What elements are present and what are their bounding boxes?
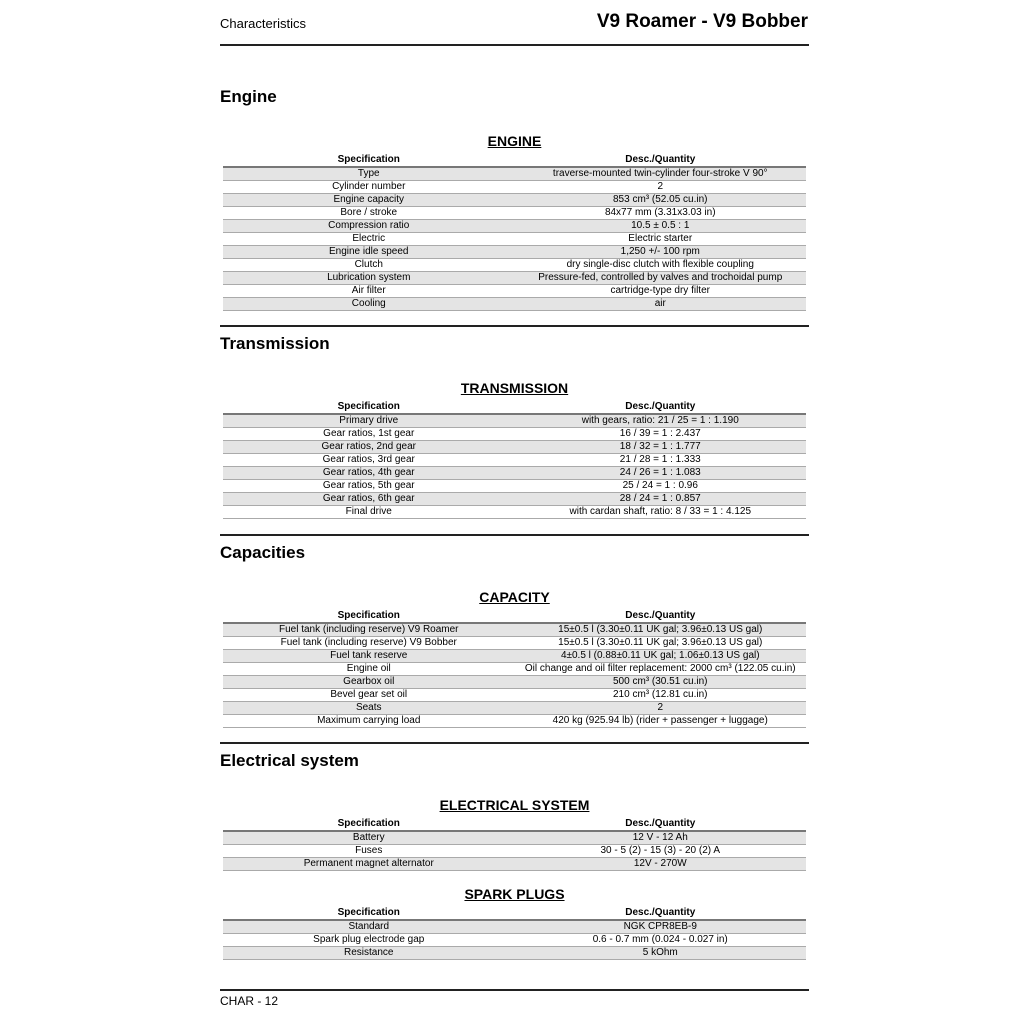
value-cell: 12 V - 12 Ah xyxy=(515,831,807,845)
table-row xyxy=(223,467,806,480)
value-cell: 10.5 ± 0.5 : 1 xyxy=(515,220,807,233)
table-row xyxy=(223,181,806,194)
header-rule xyxy=(220,44,809,46)
column-header-quantity: Desc./Quantity xyxy=(515,610,807,623)
value-cell: with cardan shaft, ratio: 8 / 33 = 1 : 4.125 xyxy=(515,506,807,519)
column-header-specification: Specification xyxy=(223,907,515,920)
capacity-table xyxy=(223,610,806,728)
value-cell: 30 - 5 (2) - 15 (3) - 20 (2) A xyxy=(515,845,807,858)
table-row xyxy=(223,845,806,858)
value-cell: 24 / 26 = 1 : 1.083 xyxy=(515,467,807,480)
spec-cell: Cylinder number xyxy=(223,181,515,194)
table-row xyxy=(223,167,806,181)
spec-cell: Gear ratios, 6th gear xyxy=(223,493,515,506)
column-header-specification: Specification xyxy=(223,818,515,831)
spark-plugs-table xyxy=(223,907,806,960)
spec-cell: Type xyxy=(223,167,515,181)
value-cell: 18 / 32 = 1 : 1.777 xyxy=(515,441,807,454)
table-row xyxy=(223,272,806,285)
column-header-specification: Specification xyxy=(223,401,515,414)
value-cell: 15±0.5 l (3.30±0.11 UK gal; 3.96±0.13 US gal) xyxy=(515,623,807,637)
electrical-table xyxy=(223,818,806,871)
table-row xyxy=(223,702,806,715)
spec-cell: Electric xyxy=(223,233,515,246)
table-row xyxy=(223,663,806,676)
spec-cell: Fuel tank (including reserve) V9 Roamer xyxy=(223,623,515,637)
table-row xyxy=(223,858,806,871)
value-cell: 16 / 39 = 1 : 2.437 xyxy=(515,428,807,441)
table-row xyxy=(223,493,806,506)
value-cell: 853 cm³ (52.05 cu.in) xyxy=(515,194,807,207)
value-cell: with gears, ratio: 21 / 25 = 1 : 1.190 xyxy=(515,414,807,428)
value-cell: 21 / 28 = 1 : 1.333 xyxy=(515,454,807,467)
spec-cell: Spark plug electrode gap xyxy=(223,934,515,947)
value-cell: 0.6 - 0.7 mm (0.024 - 0.027 in) xyxy=(515,934,807,947)
table-row xyxy=(223,920,806,934)
table-title-engine: ENGINE xyxy=(487,133,542,149)
value-cell: 210 cm³ (12.81 cu.in) xyxy=(515,689,807,702)
value-cell: 84x77 mm (3.31x3.03 in) xyxy=(515,207,807,220)
value-cell: 25 / 24 = 1 : 0.96 xyxy=(515,480,807,493)
spec-cell: Gear ratios, 2nd gear xyxy=(223,441,515,454)
value-cell: 1,250 +/- 100 rpm xyxy=(515,246,807,259)
table-row xyxy=(223,428,806,441)
spec-cell: Gear ratios, 5th gear xyxy=(223,480,515,493)
value-cell: dry single-disc clutch with flexible coupling xyxy=(515,259,807,272)
value-cell: 2 xyxy=(515,181,807,194)
table-row xyxy=(223,650,806,663)
spec-cell: Seats xyxy=(223,702,515,715)
section-rule xyxy=(220,325,809,327)
column-header-quantity: Desc./Quantity xyxy=(515,907,807,920)
spec-cell: Bore / stroke xyxy=(223,207,515,220)
section-title-engine: Engine xyxy=(220,87,277,106)
value-cell: traverse-mounted twin-cylinder four-stroke V 90° xyxy=(515,167,807,181)
value-cell: 28 / 24 = 1 : 0.857 xyxy=(515,493,807,506)
table-header-row xyxy=(223,907,806,920)
table-title-electrical: ELECTRICAL SYSTEM xyxy=(439,797,590,813)
value-cell: Oil change and oil filter replacement: 2000 cm³ (122.05 cu.in) xyxy=(515,663,807,676)
spec-cell: Permanent magnet alternator xyxy=(223,858,515,871)
table-header-row xyxy=(223,154,806,167)
spec-cell: Bevel gear set oil xyxy=(223,689,515,702)
spec-cell: Gear ratios, 3rd gear xyxy=(223,454,515,467)
table-row xyxy=(223,689,806,702)
table-row xyxy=(223,623,806,637)
spec-cell: Fuses xyxy=(223,845,515,858)
table-row xyxy=(223,233,806,246)
spec-cell: Fuel tank (including reserve) V9 Bobber xyxy=(223,637,515,650)
table-row xyxy=(223,480,806,493)
spec-cell: Resistance xyxy=(223,947,515,960)
value-cell: cartridge-type dry filter xyxy=(515,285,807,298)
value-cell: 2 xyxy=(515,702,807,715)
value-cell: 4±0.5 l (0.88±0.11 UK gal; 1.06±0.13 US gal) xyxy=(515,650,807,663)
column-header-specification: Specification xyxy=(223,154,515,167)
spec-cell: Final drive xyxy=(223,506,515,519)
column-header-quantity: Desc./Quantity xyxy=(515,154,807,167)
table-row xyxy=(223,506,806,519)
table-row xyxy=(223,285,806,298)
section-rule xyxy=(220,742,809,744)
page-number: CHAR - 12 xyxy=(220,994,279,1008)
header-left: Characteristics xyxy=(220,16,306,31)
table-header-row xyxy=(223,818,806,831)
column-header-quantity: Desc./Quantity xyxy=(515,818,807,831)
table-row xyxy=(223,637,806,650)
header-title: V9 Roamer - V9 Bobber xyxy=(596,11,808,32)
table-row xyxy=(223,414,806,428)
value-cell: 15±0.5 l (3.30±0.11 UK gal; 3.96±0.13 US gal) xyxy=(515,637,807,650)
table-title-capacity: CAPACITY xyxy=(479,589,550,605)
section-title-capacities: Capacities xyxy=(220,543,306,562)
table-row xyxy=(223,441,806,454)
spec-cell: Primary drive xyxy=(223,414,515,428)
table-header-row xyxy=(223,610,806,623)
value-cell: 5 kOhm xyxy=(515,947,807,960)
table-row xyxy=(223,246,806,259)
table-row xyxy=(223,207,806,220)
table-row xyxy=(223,934,806,947)
section-rule xyxy=(220,534,809,536)
section-title-transmission: Transmission xyxy=(220,334,330,353)
footer-rule xyxy=(220,989,809,991)
spec-cell: Gear ratios, 4th gear xyxy=(223,467,515,480)
table-row xyxy=(223,715,806,728)
table-header-row xyxy=(223,401,806,414)
section-title-electrical: Electrical system xyxy=(220,751,359,770)
value-cell: 12V - 270W xyxy=(515,858,807,871)
value-cell: air xyxy=(515,298,807,311)
spec-cell: Battery xyxy=(223,831,515,845)
table-row xyxy=(223,194,806,207)
spec-cell: Compression ratio xyxy=(223,220,515,233)
column-header-quantity: Desc./Quantity xyxy=(515,401,807,414)
table-row xyxy=(223,298,806,311)
table-title-transmission: TRANSMISSION xyxy=(460,380,569,396)
table-row xyxy=(223,676,806,689)
value-cell: 500 cm³ (30.51 cu.in) xyxy=(515,676,807,689)
spec-cell: Engine idle speed xyxy=(223,246,515,259)
spec-cell: Engine oil xyxy=(223,663,515,676)
transmission-table xyxy=(223,401,806,519)
spec-cell: Cooling xyxy=(223,298,515,311)
table-row xyxy=(223,259,806,272)
spec-cell: Fuel tank reserve xyxy=(223,650,515,663)
spec-cell: Engine capacity xyxy=(223,194,515,207)
value-cell: NGK CPR8EB-9 xyxy=(515,920,807,934)
table-row xyxy=(223,220,806,233)
spec-cell: Maximum carrying load xyxy=(223,715,515,728)
engine-table xyxy=(223,154,806,311)
value-cell: 420 kg (925.94 lb) (rider + passenger + luggage) xyxy=(515,715,807,728)
table-title-spark-plugs: SPARK PLUGS xyxy=(464,886,565,902)
spec-cell: Standard xyxy=(223,920,515,934)
spec-cell: Air filter xyxy=(223,285,515,298)
spec-cell: Gearbox oil xyxy=(223,676,515,689)
spec-cell: Gear ratios, 1st gear xyxy=(223,428,515,441)
spec-cell: Clutch xyxy=(223,259,515,272)
table-row xyxy=(223,454,806,467)
table-row xyxy=(223,947,806,960)
value-cell: Electric starter xyxy=(515,233,807,246)
spec-cell: Lubrication system xyxy=(223,272,515,285)
table-row xyxy=(223,831,806,845)
value-cell: Pressure-fed, controlled by valves and trochoidal pump xyxy=(515,272,807,285)
column-header-specification: Specification xyxy=(223,610,515,623)
